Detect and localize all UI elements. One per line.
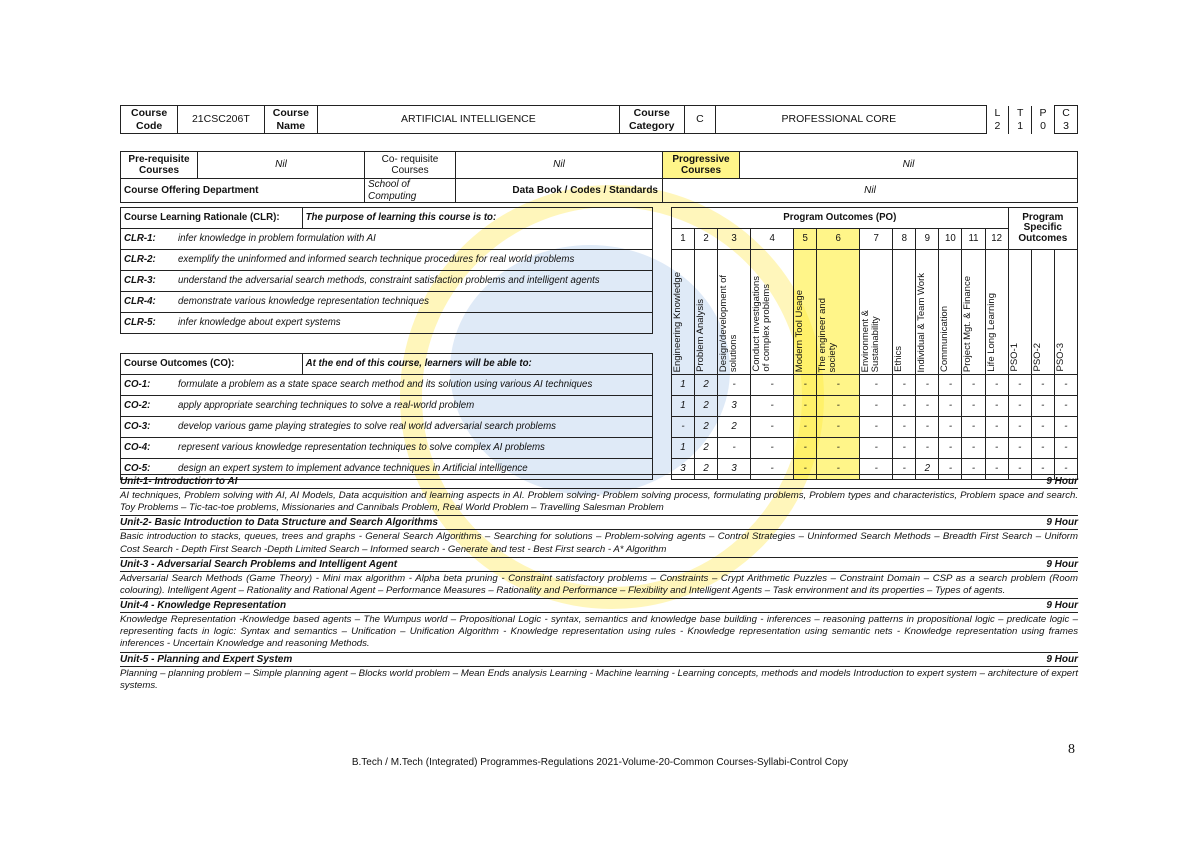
co-map-cell: - xyxy=(1031,375,1054,396)
databook-label: Data Book / Codes / Standards xyxy=(456,179,663,203)
ltpc-l xyxy=(986,106,1009,134)
clr-title: Course Learning Rationale (CLR): xyxy=(121,208,303,229)
prereq-label: Pre-requisite Courses xyxy=(121,152,198,179)
co-map-cell: 3 xyxy=(718,396,751,417)
co-map-cell: - xyxy=(916,438,939,459)
unit-title: Unit-5 - Planning and Expert System xyxy=(120,653,293,665)
unit-body: Planning – planning problem – Simple planning agent – Blocks world problem – Mean Ends analysis Learning - Machine learning - Learning concepts, methods and models Introduction to expert system – architecture of expert systems. xyxy=(120,667,1078,691)
co-row xyxy=(121,438,1078,459)
co-map-cell: - xyxy=(962,438,985,459)
co-map-cell: - xyxy=(794,438,817,459)
co-map-cell: - xyxy=(893,417,916,438)
co-map-cell: - xyxy=(916,375,939,396)
co-map-cell: - xyxy=(893,459,916,480)
co-map-cell: - xyxy=(1054,396,1077,417)
po-name: Project Mgt. & Finance xyxy=(962,250,985,375)
unit-hours: 9 Hour xyxy=(1046,558,1078,570)
co-map-cell: - xyxy=(985,459,1008,480)
co-map-cell: - xyxy=(893,375,916,396)
ltpc-t-value: 1 xyxy=(1017,119,1024,132)
clr-text: demonstrate various knowledge representation techniques xyxy=(178,296,429,308)
co-map-cell: - xyxy=(1054,417,1077,438)
co-map-cell: - xyxy=(962,417,985,438)
course-category-label: Course Category xyxy=(619,106,684,134)
co-map-cell: - xyxy=(939,375,962,396)
coreq-label: Co- requisite Courses xyxy=(365,152,456,179)
unit-body: Adversarial Search Methods (Game Theory) - Mini max algorithm - Alpha beta pruning - Constraint satisfactory problems – Constraints – Crypt Arithmetic Puzzles – Constraint Domain – CSP as a search problem (Room colouring). Intelligent Agent – Rationality and Rational Agent – Performance Measures – Rationality and Performance – Flexibility and Intelligent Agents – Task environment and its properties – Types of agents. xyxy=(120,572,1078,599)
po-number: 3 xyxy=(718,229,751,250)
ltpc-c-value: 3 xyxy=(1063,119,1069,132)
clr-row xyxy=(121,271,653,292)
co-map-cell: - xyxy=(817,438,860,459)
unit-block xyxy=(120,653,1078,693)
ltpc-p xyxy=(1032,106,1055,134)
co-map-cell: - xyxy=(939,438,962,459)
po-name: Individual & Team Work xyxy=(916,250,939,375)
dept-value: School of Computing xyxy=(365,179,456,203)
co-map-cell: - xyxy=(794,396,817,417)
co-code: CO-2: xyxy=(124,400,151,412)
co-title: Course Outcomes (CO): xyxy=(121,354,303,375)
co-row xyxy=(121,396,1078,417)
co-map-cell: 2 xyxy=(695,438,718,459)
page-footer: B.Tech / M.Tech (Integrated) Programmes-Regulations 2021-Volume-20-Common Courses-Syllabi-Control Copy xyxy=(351,757,849,768)
unit-title: Unit-3 - Adversarial Search Problems and Intelligent Agent xyxy=(120,558,398,570)
co-map-cell: - xyxy=(718,438,751,459)
ltpc-l-label: L xyxy=(994,107,1001,120)
co-map-cell: - xyxy=(985,375,1008,396)
co-map-cell: - xyxy=(939,459,962,480)
unit-hours: 9 Hour xyxy=(1046,653,1078,665)
co-map-cell: - xyxy=(893,438,916,459)
co-map-cell: - xyxy=(1031,438,1054,459)
po-number: 7 xyxy=(860,229,893,250)
po-number: 8 xyxy=(893,229,916,250)
clr-row xyxy=(121,250,653,271)
po-number: 6 xyxy=(817,229,860,250)
co-map-cell: 1 xyxy=(671,438,694,459)
clr-code: CLR-5: xyxy=(124,317,156,329)
clr-purpose: The purpose of learning this course is to: xyxy=(302,208,652,229)
pso-title: Program Specific Outcomes xyxy=(1008,208,1077,250)
co-map-cell: - xyxy=(751,417,794,438)
co-map-cell: - xyxy=(962,459,985,480)
co-map-cell: 2 xyxy=(695,417,718,438)
co-map-cell: 1 xyxy=(671,396,694,417)
ltpc-p-value: 0 xyxy=(1040,119,1046,132)
po-name: Problem Analysis xyxy=(695,250,718,375)
outcomes-table xyxy=(120,207,1078,480)
co-map-cell: 3 xyxy=(671,459,694,480)
unit-hours: 9 Hour xyxy=(1046,517,1078,529)
co-purpose: At the end of this course, learners will be able to: xyxy=(302,354,652,375)
dept-label: Course Offering Department xyxy=(121,179,365,203)
co-text: apply appropriate searching techniques to solve a real-world problem xyxy=(178,400,475,412)
prereq-value: Nil xyxy=(198,152,365,179)
co-map-cell: - xyxy=(751,375,794,396)
co-map-cell: 2 xyxy=(718,417,751,438)
co-code: CO-1: xyxy=(124,379,151,391)
course-name: ARTIFICIAL INTELLIGENCE xyxy=(318,106,619,134)
co-map-cell: - xyxy=(985,438,1008,459)
prerequisite-table xyxy=(120,151,1078,203)
progressive-value: Nil xyxy=(740,152,1078,179)
clr-text: infer knowledge about expert systems xyxy=(178,317,341,329)
po-name: Design/development of solutions xyxy=(718,250,751,375)
unit-block xyxy=(120,516,1078,557)
co-map-cell: - xyxy=(1031,396,1054,417)
ltpc-t-label: T xyxy=(1016,107,1024,120)
clr-code: CLR-1: xyxy=(124,233,156,245)
co-text: represent various knowledge representation techniques to solve complex AI problems xyxy=(178,442,545,454)
unit-body: AI techniques, Problem solving with AI, AI Models, Data acquisition and learning aspects in AI. Problem solving- Problem solving process, formulating problems, Problem types and characteristics, Problem space and search. Toy Problems – Tic-tac-toe problems, Missionaries and Cannibals Problem, Real World Problem – Travelling Salesman Problem xyxy=(120,489,1078,516)
ltpc-t xyxy=(1009,106,1032,134)
ltpc-c xyxy=(1054,106,1077,134)
co-map-cell: - xyxy=(794,459,817,480)
syllabus-units xyxy=(120,474,1078,693)
po-title: Program Outcomes (PO) xyxy=(671,208,1008,229)
co-map-cell: - xyxy=(985,396,1008,417)
co-map-cell: - xyxy=(1054,375,1077,396)
co-map-cell: 3 xyxy=(718,459,751,480)
co-map-cell: - xyxy=(916,396,939,417)
co-map-cell: - xyxy=(1054,438,1077,459)
unit-hours: 9 Hour xyxy=(1046,476,1078,487)
co-map-cell: - xyxy=(939,417,962,438)
unit-title: Unit-4 - Knowledge Representation xyxy=(120,600,287,612)
co-map-cell: - xyxy=(939,396,962,417)
pso-name: PSO-1 xyxy=(1008,250,1031,375)
clr-text: understand the adversarial search methods, constraint satisfaction problems and intelligent agents xyxy=(178,275,600,287)
co-map-cell: - xyxy=(860,375,893,396)
co-text: develop various game playing strategies to solve real world adversarial search problems xyxy=(178,421,557,433)
clr-code: CLR-4: xyxy=(124,296,156,308)
po-number: 11 xyxy=(962,229,985,250)
co-map-cell: - xyxy=(860,438,893,459)
course-category: C xyxy=(684,106,715,134)
co-row xyxy=(121,375,1078,396)
co-map-cell: - xyxy=(751,459,794,480)
course-header-table xyxy=(120,105,1078,134)
unit-body: Basic introduction to stacks, queues, trees and graphs - General Search Algorithms – Searching for solutions – Problem-solving agents – Control Strategies – Uninformed Search Methods – Breadth First Search – Uniform Cost Search - Depth First Search -Depth Limited Search – Informed search - Generate and test - Best First search - A* Algorithm xyxy=(120,530,1078,557)
ltpc-l-value: 2 xyxy=(994,119,1001,132)
clr-row xyxy=(121,229,653,250)
ltpc-c-label: C xyxy=(1062,107,1070,120)
unit-hours: 9 Hour xyxy=(1046,600,1078,612)
clr-text: infer knowledge in problem formulation with AI xyxy=(178,233,376,245)
unit-title: Unit-1- Introduction to AI xyxy=(120,476,238,487)
co-map-cell: - xyxy=(794,375,817,396)
databook-value: Nil xyxy=(663,179,1078,203)
co-map-cell: - xyxy=(671,417,694,438)
po-name: Communication xyxy=(939,250,962,375)
course-code-label: Course Code xyxy=(121,106,178,134)
co-map-cell: 2 xyxy=(695,396,718,417)
po-number: 9 xyxy=(916,229,939,250)
co-map-cell: - xyxy=(751,438,794,459)
coreq-value: Nil xyxy=(456,152,663,179)
co-code: CO-5: xyxy=(124,463,151,475)
co-map-cell: - xyxy=(860,396,893,417)
co-map-cell: - xyxy=(751,396,794,417)
page-number: 8 xyxy=(1068,742,1075,757)
pso-name: PSO-3 xyxy=(1054,250,1077,375)
po-name: Conduct investigations of complex problems xyxy=(751,250,794,375)
unit-title: Unit-2- Basic Introduction to Data Structure and Search Algorithms xyxy=(120,517,438,529)
co-map-cell: - xyxy=(1008,459,1031,480)
co-map-cell: 1 xyxy=(671,375,694,396)
co-map-cell: 2 xyxy=(695,459,718,480)
pso-name: PSO-2 xyxy=(1031,250,1054,375)
co-map-cell: - xyxy=(817,459,860,480)
co-code: CO-4: xyxy=(124,442,151,454)
clr-text: exemplify the uninformed and informed search technique procedures for real world problems xyxy=(178,254,575,266)
clr-row xyxy=(121,292,653,313)
co-map-cell: - xyxy=(1008,417,1031,438)
co-map-cell: - xyxy=(1031,459,1054,480)
co-text: formulate a problem as a state space search method and its solution using various AI techniques xyxy=(178,379,593,391)
po-name: Modern Tool Usage xyxy=(794,250,817,375)
co-map-cell: - xyxy=(817,417,860,438)
co-map-cell: - xyxy=(985,417,1008,438)
co-map-cell: - xyxy=(817,396,860,417)
po-number: 12 xyxy=(985,229,1008,250)
co-map-cell: - xyxy=(718,375,751,396)
co-map-cell: - xyxy=(860,459,893,480)
progressive-label: Progressive Courses xyxy=(663,152,740,179)
course-code: 21CSC206T xyxy=(178,106,264,134)
po-name: The engineer and society xyxy=(817,250,860,375)
unit-block xyxy=(120,475,1078,516)
po-number: 4 xyxy=(751,229,794,250)
unit-block xyxy=(120,558,1078,599)
po-name: Ethics xyxy=(893,250,916,375)
po-number: 2 xyxy=(695,229,718,250)
clr-code: CLR-3: xyxy=(124,275,156,287)
co-map-cell: - xyxy=(1008,438,1031,459)
unit-block xyxy=(120,599,1078,653)
co-code: CO-3: xyxy=(124,421,151,433)
co-map-cell: - xyxy=(1031,417,1054,438)
unit-body: Knowledge Representation -Knowledge based agents – The Wumpus world – Propositional Logic - syntax, semantics and knowledge base building - inferences – reasoning patterns in propositional logic – predicate logic – representing facts in logic: Syntax and semantics – Unification – Unification Algorithm - Knowledge representation using rules - Knowledge representation using semantic nets - Knowledge representation using frames inferences - Uncertain Knowledge and reasoning Methods. xyxy=(120,613,1078,653)
co-map-cell: 2 xyxy=(695,375,718,396)
co-map-cell: - xyxy=(962,375,985,396)
co-map-cell: - xyxy=(962,396,985,417)
co-map-cell: - xyxy=(893,396,916,417)
po-number: 10 xyxy=(939,229,962,250)
co-map-cell: - xyxy=(817,375,860,396)
co-text: design an expert system to implement advance techniques in Artificial intelligence xyxy=(178,463,528,475)
co-map-cell: - xyxy=(916,417,939,438)
po-name: Engineering Knowledge xyxy=(671,250,694,375)
ltpc-p-label: P xyxy=(1039,107,1047,120)
clr-code: CLR-2: xyxy=(124,254,156,266)
co-map-cell: 2 xyxy=(916,459,939,480)
category-name: PROFESSIONAL CORE xyxy=(715,106,961,134)
po-number: 1 xyxy=(671,229,694,250)
po-name: Environment & Sustainability xyxy=(860,250,893,375)
clr-row xyxy=(121,313,653,334)
co-map-cell: - xyxy=(794,417,817,438)
course-name-label: Course Name xyxy=(264,106,318,134)
po-name: Life Long Learning xyxy=(985,250,1008,375)
co-map-cell: - xyxy=(860,417,893,438)
co-row xyxy=(121,417,1078,438)
co-map-cell: - xyxy=(1054,459,1077,480)
co-map-cell: - xyxy=(1008,375,1031,396)
po-number: 5 xyxy=(794,229,817,250)
co-map-cell: - xyxy=(1008,396,1031,417)
